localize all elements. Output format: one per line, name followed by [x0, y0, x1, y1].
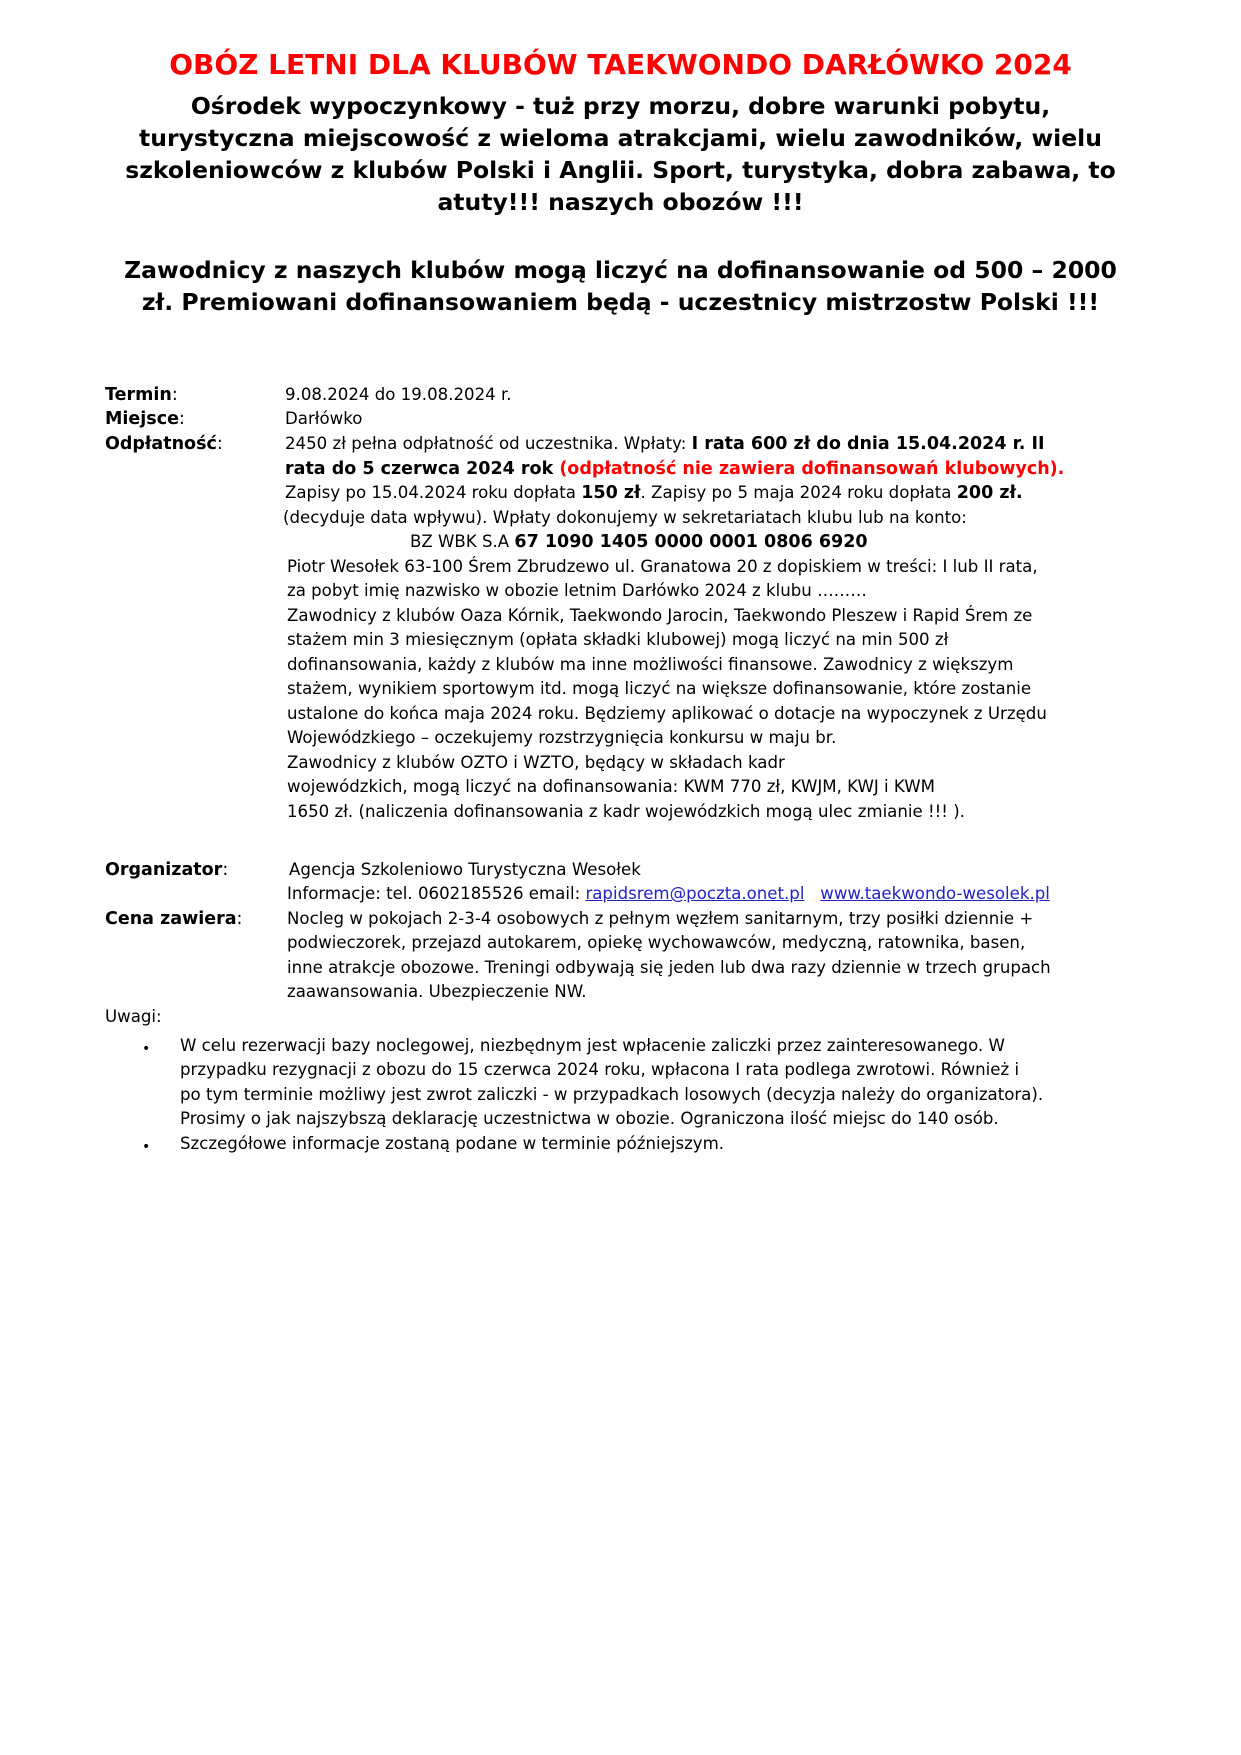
uwagi-item-1-line: W celu rezerwacji bazy noclegowej, niezbędnym jest wpłacenie zaliczki przez zainteresowanego. W [180, 1036, 1005, 1055]
organizator-label-text: Organizator [105, 860, 223, 880]
uwagi-item-2: Szczegółowe informacje zostaną podane w terminie późniejszym. [180, 1134, 725, 1153]
uwagi-item-1-line: Prosimy o jak najszybszą deklarację uczestnictwa w obozie. Ograniczona ilość miejsc do 140 osób. [180, 1109, 999, 1128]
late-fee-amount-2: 200 zł. [956, 483, 1023, 503]
intro-line: turystyczna miejscowość z wieloma atrakcjami, wielu zawodników, wielu [139, 124, 1102, 152]
late-fee-text: Zapisy po 15.04.2024 roku dopłata [285, 483, 582, 502]
miejsce-value: Darłówko [285, 409, 363, 428]
odplatnosc-line-2 [285, 457, 1064, 482]
subsidy-line: zł. Premiowani dofinansowaniem będą - uczestnicy mistrzostw Polski !!! [141, 288, 1100, 316]
odplatnosc-line-12: ustalone do końca maja 2024 roku. Będziemy aplikować o dotacje na wypoczynek z Urzędu [287, 704, 1047, 723]
bullet-icon: • [142, 1139, 151, 1155]
second-installment-text: rata do 5 czerwca 2024 rok [285, 459, 560, 479]
cena-label: Cena zawiera: [105, 909, 243, 929]
intro-line: atuty!!! naszych obozów !!! [437, 188, 804, 216]
first-installment-text: I rata 600 zł do dnia 15.04.2024 r. II [691, 434, 1045, 454]
organizator-name: Agencja Szkoleniowo Turystyczna Wesołek [289, 860, 641, 879]
odplatnosc-line-4: (decyduje data wpływu). Wpłaty dokonujemy w sekretariatach klubu lub na konto: [283, 508, 967, 527]
subsidy-line: Zawodnicy z naszych klubów mogą liczyć na dofinansowanie od 500 – 2000 [124, 256, 1117, 284]
cena-line: podwieczorek, przejazd autokarem, opiekę wychowawców, medyczną, ratownika, basen, [287, 933, 1026, 952]
odplatnosc-line-16: 1650 zł. (naliczenia dofinansowania z kadr wojewódzkich mogą ulec zmianie !!! ). [287, 802, 965, 821]
termin-label: Termin: [105, 385, 178, 405]
late-fee-amount-1: 150 zł [581, 483, 641, 503]
payment-total-text: 2450 zł pełna odpłatność od uczestnika. Wpłaty: [285, 434, 692, 453]
organizator-contact-line [287, 882, 1050, 907]
organizator-label: Organizator: [105, 860, 229, 880]
uwagi-item-1-line: po tym terminie możliwy jest zwrot zaliczki - w przypadkach losowych (decyzja należy do organizatora). [180, 1085, 1044, 1104]
termin-label-text: Termin [105, 385, 172, 405]
miejsce-label-text: Miejsce [105, 409, 179, 429]
odplatnosc-line-6: Piotr Wesołek 63-100 Śrem Zbrudzewo ul. Granatowa 20 z dopiskiem w treści: I lub II rata, [287, 557, 1038, 576]
bullet-icon: • [142, 1041, 151, 1057]
uwagi-item-1-line: przypadku rezygnacji z obozu do 15 czerwca 2024 roku, wpłacona I rata podlega zwrotowi. Również i [180, 1060, 1020, 1079]
cena-line: Nocleg w pokojach 2-3-4 osobowych z pełnym węzłem sanitarnym, trzy posiłki dziennie + [287, 909, 1034, 928]
odplatnosc-line-14: Zawodnicy z klubów OZTO i WZTO, będący w składach kadr [287, 753, 785, 772]
odplatnosc-line-15: wojewódzkich, mogą liczyć na dofinansowania: KWM 770 zł, KWJM, KWJ i KWM [287, 777, 935, 796]
odplatnosc-line-11: stażem, wynikiem sportowym itd. mogą liczyć na większe dofinansowanie, które zostanie [287, 679, 1032, 698]
odplatnosc-label: Odpłatność: [105, 434, 223, 454]
odplatnosc-line-10: dofinansowania, każdy z klubów ma inne możliwości finansowe. Zawodnicy z większym [287, 655, 1014, 674]
odplatnosc-line-7: za pobyt imię nazwisko w obozie letnim Darłówko 2024 z klubu ……… [287, 581, 867, 600]
intro-line: Ośrodek wypoczynkowy - tuż przy morzu, dobre warunki pobytu, [190, 92, 1051, 120]
document-title: OBÓZ LETNI DLA KLUBÓW TAEKWONDO DARŁÓWKO 2024 [169, 48, 1072, 81]
odplatnosc-label-text: Odpłatność [105, 434, 217, 454]
odplatnosc-line-9: stażem min 3 miesięcznym (opłata składki klubowej) mogą liczyć na min 500 zł [287, 630, 949, 649]
late-fee-text-2: . Zapisy po 5 maja 2024 roku dopłata [640, 483, 957, 502]
intro-line: szkoleniowców z klubów Polski i Anglii. Sport, turystyka, dobra zabawa, to [125, 156, 1116, 184]
email-link[interactable]: rapidsrem@poczta.onet.pl [585, 884, 805, 903]
bank-account-line [410, 530, 868, 555]
termin-value: 9.08.2024 do 19.08.2024 r. [285, 385, 512, 404]
odplatnosc-line-3 [285, 481, 1023, 506]
miejsce-label: Miejsce: [105, 409, 185, 429]
bank-account-number: 67 1090 1405 0000 0001 0806 6920 [514, 532, 868, 552]
odplatnosc-line-1 [285, 432, 1045, 457]
odplatnosc-line-8: Zawodnicy z klubów Oaza Kórnik, Taekwondo Jarocin, Taekwondo Pleszew i Rapid Śrem ze [287, 606, 1033, 625]
website-link[interactable]: www.taekwondo-wesolek.pl [820, 884, 1050, 903]
uwagi-label: Uwagi: [105, 1007, 162, 1026]
contact-info-text: Informacje: tel. 0602185526 email: [287, 884, 586, 903]
cena-label-text: Cena zawiera [105, 909, 237, 929]
cena-line: zaawansowania. Ubezpieczenie NW. [287, 982, 587, 1001]
cena-line: inne atrakcje obozowe. Treningi odbywają się jeden lub dwa razy dziennie w trzech grupach [287, 958, 1051, 977]
odplatnosc-line-13: Wojewódzkiego – oczekujemy rozstrzygnięcia konkursu w maju br. [287, 728, 837, 747]
bank-name: BZ WBK S.A [410, 532, 515, 551]
subsidy-paragraph [100, 254, 1141, 318]
intro-paragraph [100, 90, 1141, 218]
subsidy-note-red: (odpłatność nie zawiera dofinansowań klubowych). [559, 459, 1065, 479]
